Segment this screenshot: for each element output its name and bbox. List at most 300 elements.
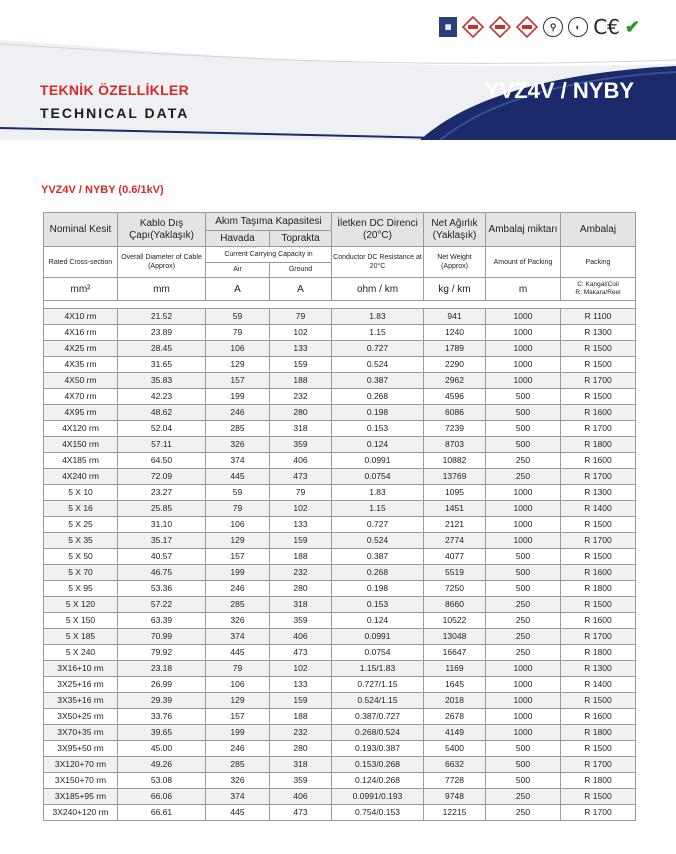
technical-data-title-en: TECHNICAL DATA [40, 105, 190, 121]
table-row [44, 389, 636, 405]
cell-weight: 7728 [424, 773, 486, 789]
cell-section: 5 X 70 [44, 565, 118, 581]
cell-weight: 10522 [424, 613, 486, 629]
unit-packing-reel: R: Makara/Reel [575, 289, 621, 296]
cell-air: 157 [206, 373, 270, 389]
header-air: Havada [206, 231, 270, 247]
cell-resistance: 1.83 [332, 309, 424, 325]
cell-packing: R 1300 [561, 325, 636, 341]
cell-resistance: 0.754/0.153 [332, 805, 424, 821]
cell-packing: R 1500 [561, 789, 636, 805]
section-title: YVZ4V / NYBY (0.6/1kV) [41, 184, 164, 196]
header-nominal: Nominal Kesit [44, 213, 118, 247]
cell-resistance: 0.124 [332, 437, 424, 453]
cell-packing-amount: 500 [486, 773, 561, 789]
table-row [44, 533, 636, 549]
cell-diameter: 39.65 [118, 725, 206, 741]
cell-weight: 4596 [424, 389, 486, 405]
cell-ground: 359 [270, 773, 332, 789]
cell-diameter: 64.50 [118, 453, 206, 469]
cell-ground: 159 [270, 357, 332, 373]
cell-section: 4X10 rm [44, 309, 118, 325]
unit-resistance: ohm / km [332, 278, 424, 301]
cell-weight: 2290 [424, 357, 486, 373]
unit-air: A [206, 278, 270, 301]
cell-section: 3X95+50 rm [44, 741, 118, 757]
header-packing: Ambalaj [561, 213, 636, 247]
cell-diameter: 21.52 [118, 309, 206, 325]
cell-section: 4X50 rm [44, 373, 118, 389]
cell-packing: R 1500 [561, 517, 636, 533]
cell-packing-amount: 500 [486, 389, 561, 405]
cell-ground: 406 [270, 789, 332, 805]
cell-air: 285 [206, 421, 270, 437]
unit-packing [561, 278, 636, 301]
cell-diameter: 35.83 [118, 373, 206, 389]
header-en-diameter: Overall Diameter of Cable (Approx) [118, 247, 206, 278]
cell-section: 4X120 rm [44, 421, 118, 437]
cell-diameter: 25.85 [118, 501, 206, 517]
cell-resistance: 0.0754 [332, 645, 424, 661]
cell-air: 445 [206, 805, 270, 821]
table-row [44, 709, 636, 725]
cell-ground: 232 [270, 725, 332, 741]
cell-air: 59 [206, 309, 270, 325]
table-row [44, 405, 636, 421]
cell-packing: R 1700 [561, 757, 636, 773]
cell-packing-amount: 500 [486, 565, 561, 581]
cell-section: 5 X 35 [44, 533, 118, 549]
cell-ground: 79 [270, 485, 332, 501]
cell-weight: 1095 [424, 485, 486, 501]
cell-section: 3X150+70 rm [44, 773, 118, 789]
cell-diameter: 53.36 [118, 581, 206, 597]
table-row [44, 645, 636, 661]
table-row [44, 661, 636, 677]
cell-air: 129 [206, 357, 270, 373]
table-header-tr [44, 213, 636, 231]
cell-packing: R 1700 [561, 421, 636, 437]
cell-weight: 12215 [424, 805, 486, 821]
cell-weight: 5519 [424, 565, 486, 581]
cell-ground: 79 [270, 309, 332, 325]
cell-air: 157 [206, 549, 270, 565]
cell-section: 3X70+35 rm [44, 725, 118, 741]
cell-ground: 359 [270, 613, 332, 629]
cell-diameter: 26.99 [118, 677, 206, 693]
cell-air: 106 [206, 677, 270, 693]
cell-packing-amount: 250 [486, 469, 561, 485]
cell-section: 4X240 rm [44, 469, 118, 485]
table-row [44, 469, 636, 485]
cell-packing-amount: 1000 [486, 357, 561, 373]
cell-ground: 280 [270, 405, 332, 421]
cell-ground: 473 [270, 469, 332, 485]
cell-section: 3X185+95 rm [44, 789, 118, 805]
cell-air: 199 [206, 389, 270, 405]
cell-packing-amount: 500 [486, 421, 561, 437]
cell-ground: 473 [270, 805, 332, 821]
cell-diameter: 79.92 [118, 645, 206, 661]
cell-packing: R 1600 [561, 453, 636, 469]
technical-data-table [43, 212, 636, 821]
cell-air: 129 [206, 693, 270, 709]
cell-ground: 232 [270, 565, 332, 581]
cell-diameter: 66.61 [118, 805, 206, 821]
header-packing-amount: Ambalaj miktarı [486, 213, 561, 247]
unit-nominal: mm² [44, 278, 118, 301]
cell-weight: 9748 [424, 789, 486, 805]
cell-diameter: 23.18 [118, 661, 206, 677]
cell-packing: R 1400 [561, 501, 636, 517]
cell-weight: 1451 [424, 501, 486, 517]
cell-packing-amount: 1000 [486, 373, 561, 389]
cell-packing: R 1600 [561, 565, 636, 581]
cell-packing-amount: 250 [486, 789, 561, 805]
certification-diamond-icon [489, 16, 511, 38]
cell-ground: 102 [270, 501, 332, 517]
table-row [44, 725, 636, 741]
table-row [44, 517, 636, 533]
table-row [44, 597, 636, 613]
cell-packing: R 1500 [561, 389, 636, 405]
cell-resistance: 0.387 [332, 373, 424, 389]
cell-diameter: 66.06 [118, 789, 206, 805]
header-en-packing: Packing [561, 247, 636, 278]
cell-packing-amount: 500 [486, 741, 561, 757]
cell-weight: 1645 [424, 677, 486, 693]
cell-section: 4X185 rm [44, 453, 118, 469]
unit-packing-coil: C: Kangal/Coil [577, 281, 619, 288]
cell-packing-amount: 500 [486, 437, 561, 453]
unit-diameter: mm [118, 278, 206, 301]
cell-ground: 232 [270, 389, 332, 405]
header-en-capacity: Current Carrying Capacity in [206, 247, 332, 263]
cell-resistance: 1.15 [332, 501, 424, 517]
technical-specs-title-tr: TEKNİK ÖZELLİKLER [40, 82, 189, 98]
cell-air: 79 [206, 501, 270, 517]
cell-packing-amount: 1000 [486, 661, 561, 677]
cell-section: 4X16 rm [44, 325, 118, 341]
table-body [44, 309, 636, 821]
table-spacer [44, 301, 636, 309]
cell-section: 5 X 150 [44, 613, 118, 629]
cell-weight: 7239 [424, 421, 486, 437]
cell-air: 199 [206, 565, 270, 581]
cell-ground: 406 [270, 453, 332, 469]
table-row [44, 453, 636, 469]
cell-packing-amount: 250 [486, 629, 561, 645]
cell-section: 5 X 10 [44, 485, 118, 501]
table-row [44, 757, 636, 773]
cell-weight: 8660 [424, 597, 486, 613]
cell-packing-amount: 1000 [486, 325, 561, 341]
cell-section: 5 X 50 [44, 549, 118, 565]
cell-air: 199 [206, 725, 270, 741]
cell-diameter: 23.27 [118, 485, 206, 501]
header-en-air: Air [206, 262, 270, 278]
cell-air: 157 [206, 709, 270, 725]
cell-packing-amount: 500 [486, 549, 561, 565]
cell-section: 5 X 25 [44, 517, 118, 533]
cell-packing: R 1500 [561, 341, 636, 357]
cell-packing-amount: 500 [486, 757, 561, 773]
cell-resistance: 0.124 [332, 613, 424, 629]
cell-air: 285 [206, 597, 270, 613]
cell-section: 3X16+10 rm [44, 661, 118, 677]
cell-packing: R 1700 [561, 469, 636, 485]
cell-packing: R 1700 [561, 533, 636, 549]
cell-diameter: 57.22 [118, 597, 206, 613]
cell-ground: 159 [270, 693, 332, 709]
cell-weight: 2121 [424, 517, 486, 533]
cell-resistance: 1.15/1.83 [332, 661, 424, 677]
cell-packing: R 1700 [561, 629, 636, 645]
cell-resistance: 1.83 [332, 485, 424, 501]
table-row [44, 693, 636, 709]
table-row [44, 341, 636, 357]
header-diameter: Kablo Dış Çapı(Yaklaşık) [118, 213, 206, 247]
cell-resistance: 0.153 [332, 421, 424, 437]
cell-weight: 7250 [424, 581, 486, 597]
cell-packing: R 1500 [561, 597, 636, 613]
cell-ground: 188 [270, 373, 332, 389]
cell-ground: 188 [270, 549, 332, 565]
cell-diameter: 31.65 [118, 357, 206, 373]
cell-resistance: 0.0754 [332, 469, 424, 485]
cell-section: 4X150 rm [44, 437, 118, 453]
cell-air: 106 [206, 517, 270, 533]
cell-weight: 5400 [424, 741, 486, 757]
cell-packing-amount: 250 [486, 613, 561, 629]
cell-packing-amount: 1000 [486, 341, 561, 357]
cell-air: 59 [206, 485, 270, 501]
table-header-units [44, 278, 636, 301]
cell-packing: R 1800 [561, 645, 636, 661]
cell-weight: 4077 [424, 549, 486, 565]
pc-mark-icon: ◐ [568, 17, 588, 37]
cell-weight: 6086 [424, 405, 486, 421]
cell-diameter: 53.08 [118, 773, 206, 789]
unit-ground: A [270, 278, 332, 301]
cell-resistance: 0.268/0.524 [332, 725, 424, 741]
cell-section: 5 X 240 [44, 645, 118, 661]
certification-diamond-icon [462, 16, 484, 38]
safety-round-icon: ⚲ [543, 17, 563, 37]
header-resistance: İletken DC Direnci (20°C) [332, 213, 424, 247]
cell-packing-amount: 250 [486, 453, 561, 469]
cell-air: 326 [206, 773, 270, 789]
cell-packing: R 1800 [561, 437, 636, 453]
cell-resistance: 0.0991/0.193 [332, 789, 424, 805]
cell-air: 129 [206, 533, 270, 549]
cell-ground: 280 [270, 741, 332, 757]
cell-section: 5 X 16 [44, 501, 118, 517]
table-row [44, 485, 636, 501]
cell-packing: R 1600 [561, 405, 636, 421]
cell-resistance: 0.387/0.727 [332, 709, 424, 725]
cell-weight: 13048 [424, 629, 486, 645]
unit-weight: kg / km [424, 278, 486, 301]
table-row [44, 773, 636, 789]
cell-ground: 159 [270, 533, 332, 549]
cell-ground: 318 [270, 421, 332, 437]
cell-packing-amount: 1000 [486, 485, 561, 501]
cell-resistance: 0.193/0.387 [332, 741, 424, 757]
cell-diameter: 48.62 [118, 405, 206, 421]
table-row [44, 677, 636, 693]
table-row [44, 565, 636, 581]
cell-resistance: 0.524 [332, 533, 424, 549]
cell-packing: R 1700 [561, 805, 636, 821]
cell-section: 3X35+16 rm [44, 693, 118, 709]
cell-diameter: 49.26 [118, 757, 206, 773]
certification-diamond-icon [516, 16, 538, 38]
cell-packing: R 1300 [561, 485, 636, 501]
table-row [44, 549, 636, 565]
cell-resistance: 0.268 [332, 389, 424, 405]
check-icon: ✔ [624, 16, 640, 37]
cell-weight: 16647 [424, 645, 486, 661]
table-header-en [44, 247, 636, 263]
cell-diameter: 33.76 [118, 709, 206, 725]
cell-packing-amount: 1000 [486, 725, 561, 741]
cell-diameter: 63.39 [118, 613, 206, 629]
table-row [44, 309, 636, 325]
cell-ground: 406 [270, 629, 332, 645]
cell-air: 79 [206, 661, 270, 677]
cell-packing-amount: 1000 [486, 677, 561, 693]
cell-diameter: 40.57 [118, 549, 206, 565]
cell-resistance: 0.727/1.15 [332, 677, 424, 693]
cell-air: 246 [206, 741, 270, 757]
table-row [44, 437, 636, 453]
cell-packing: R 1600 [561, 709, 636, 725]
header-en-packing-amount: Amount of Packing [486, 247, 561, 278]
cell-packing: R 1600 [561, 613, 636, 629]
cell-section: 5 X 185 [44, 629, 118, 645]
cell-packing-amount: 250 [486, 645, 561, 661]
cell-packing: R 1500 [561, 357, 636, 373]
cell-packing-amount: 1000 [486, 533, 561, 549]
cell-section: 3X50+25 rm [44, 709, 118, 725]
cell-packing-amount: 500 [486, 405, 561, 421]
table-row [44, 373, 636, 389]
product-title: YVZ4V / NYBY [484, 78, 634, 103]
header-ground: Toprakta [270, 231, 332, 247]
cell-resistance: 0.0991 [332, 629, 424, 645]
cell-ground: 359 [270, 437, 332, 453]
cell-section: 4X95 rm [44, 405, 118, 421]
cell-section: 5 X 95 [44, 581, 118, 597]
cell-air: 374 [206, 629, 270, 645]
cell-section: 3X240+120 rm [44, 805, 118, 821]
cell-diameter: 29.39 [118, 693, 206, 709]
cell-weight: 1169 [424, 661, 486, 677]
cell-weight: 10882 [424, 453, 486, 469]
cell-resistance: 0.198 [332, 405, 424, 421]
cell-diameter: 35.17 [118, 533, 206, 549]
cell-weight: 2018 [424, 693, 486, 709]
cell-ground: 473 [270, 645, 332, 661]
cell-section: 4X35 rm [44, 357, 118, 373]
cell-diameter: 42.23 [118, 389, 206, 405]
cell-air: 374 [206, 453, 270, 469]
cell-weight: 2774 [424, 533, 486, 549]
cell-weight: 13769 [424, 469, 486, 485]
cell-weight: 4149 [424, 725, 486, 741]
cell-packing: R 1100 [561, 309, 636, 325]
cell-air: 445 [206, 645, 270, 661]
cell-ground: 188 [270, 709, 332, 725]
cell-diameter: 52.04 [118, 421, 206, 437]
table-row [44, 805, 636, 821]
cell-packing-amount: 1000 [486, 501, 561, 517]
header-en-resistance: Conductor DC Resistance at 20°C [332, 247, 424, 278]
cell-weight: 941 [424, 309, 486, 325]
ce-mark-icon: C€ [593, 15, 620, 39]
cell-air: 246 [206, 405, 270, 421]
table-row [44, 421, 636, 437]
cell-diameter: 28.45 [118, 341, 206, 357]
header-en-nominal: Rated Cross-section [44, 247, 118, 278]
cell-section: 4X25 rm [44, 341, 118, 357]
table-row [44, 501, 636, 517]
cell-ground: 102 [270, 661, 332, 677]
cell-packing-amount: 1000 [486, 693, 561, 709]
cell-packing: R 1500 [561, 741, 636, 757]
cell-packing: R 1800 [561, 725, 636, 741]
cell-section: 3X25+16 rm [44, 677, 118, 693]
cell-packing: R 1800 [561, 581, 636, 597]
cell-resistance: 0.124/0.268 [332, 773, 424, 789]
cell-packing: R 1800 [561, 773, 636, 789]
cell-diameter: 23.89 [118, 325, 206, 341]
table-row [44, 613, 636, 629]
cell-packing-amount: 250 [486, 805, 561, 821]
cell-air: 246 [206, 581, 270, 597]
cell-ground: 318 [270, 597, 332, 613]
cell-air: 106 [206, 341, 270, 357]
cell-weight: 6632 [424, 757, 486, 773]
unit-packing-amount: m [486, 278, 561, 301]
cell-resistance: 0.268 [332, 565, 424, 581]
cell-resistance: 0.524 [332, 357, 424, 373]
cell-weight: 1789 [424, 341, 486, 357]
cell-weight: 1240 [424, 325, 486, 341]
cell-resistance: 0.153/0.268 [332, 757, 424, 773]
cell-resistance: 1.15 [332, 325, 424, 341]
cell-packing: R 1300 [561, 661, 636, 677]
header-capacity: Akım Taşıma Kapasitesi [206, 213, 332, 231]
cell-ground: 318 [270, 757, 332, 773]
cell-section: 3X120+70 rm [44, 757, 118, 773]
cell-air: 285 [206, 757, 270, 773]
cell-section: 5 X 120 [44, 597, 118, 613]
cell-packing-amount: 1000 [486, 309, 561, 325]
cell-resistance: 0.198 [332, 581, 424, 597]
cell-section: 4X70 rm [44, 389, 118, 405]
table-row [44, 741, 636, 757]
cell-packing: R 1700 [561, 373, 636, 389]
cell-packing-amount: 500 [486, 581, 561, 597]
cell-ground: 133 [270, 517, 332, 533]
cell-air: 445 [206, 469, 270, 485]
cell-ground: 133 [270, 341, 332, 357]
table-row [44, 357, 636, 373]
cell-air: 374 [206, 789, 270, 805]
cell-weight: 2962 [424, 373, 486, 389]
